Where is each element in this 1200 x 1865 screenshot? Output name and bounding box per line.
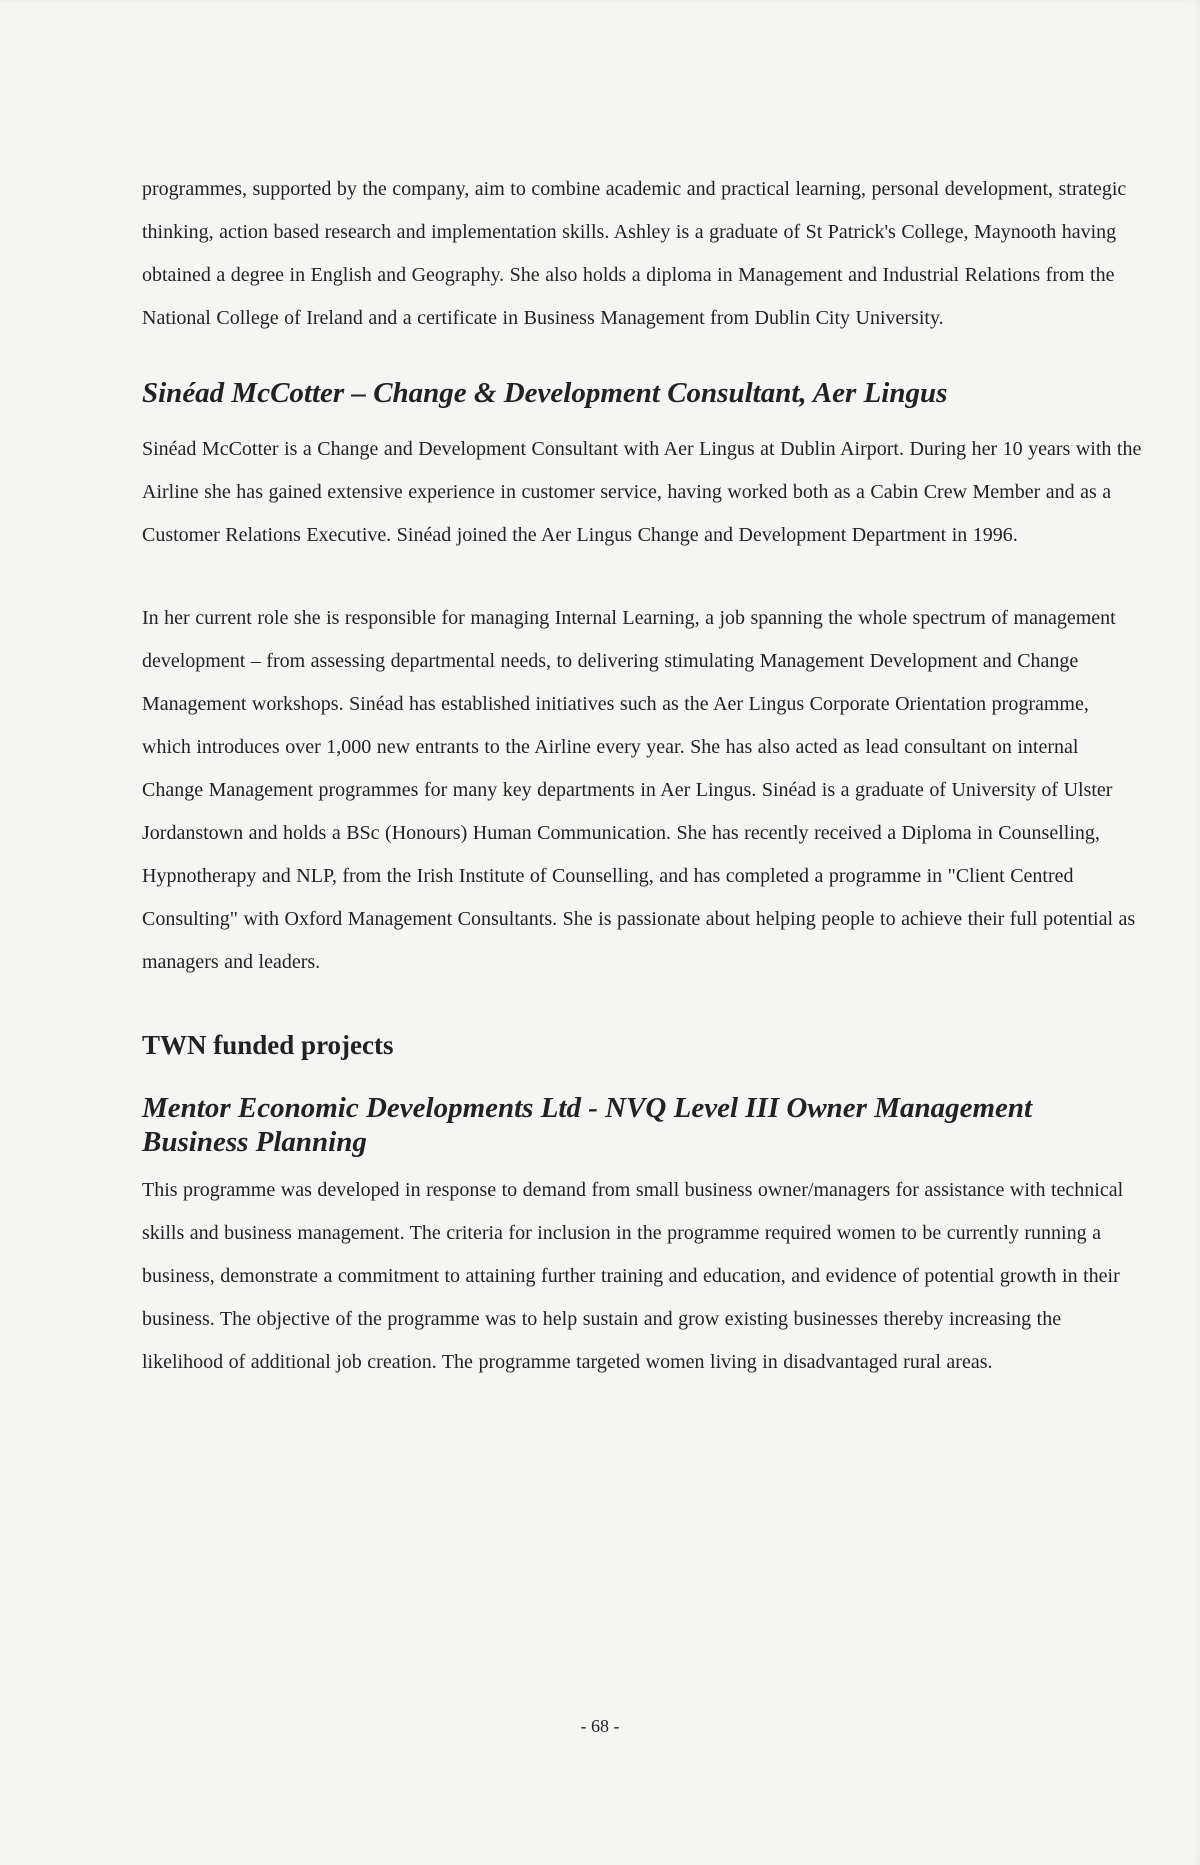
page-number: - 68 - — [580, 1716, 620, 1736]
page-content — [142, 168, 1142, 1384]
intro-paragraph: programmes, supported by the company, aim to combine academic and practical learning, personal development, strategic thinking, action based research and implementation skills. Ashley is a graduate of St Patrick's College, Maynooth having obtained a degree in English and Geography. She also holds a diploma in Management and Industrial Relations from the National College of Ireland and a certificate in Business Management from Dublin City University. — [142, 178, 1127, 329]
mentor-heading: Mentor Economic Developments Ltd - NVQ Level III Owner Management Business Planning — [142, 1092, 1033, 1158]
mccotter-heading: Sinéad McCotter – Change & Development Consultant, Aer Lingus — [142, 377, 948, 409]
mentor-paragraph: This programme was developed in response to demand from small business owner/managers for assistance with technical skills and business management. The criteria for inclusion in the programme required women to be currently running a business, demonstrate a commitment to attaining further training and education, and evidence of potential growth in their business. The objective of the programme was to help sustain and grow existing businesses thereby increasing the likelihood of additional job creation. The programme targeted women living in disadvantaged rural areas. — [142, 1179, 1124, 1373]
twn-projects-heading: TWN funded projects — [142, 1030, 394, 1060]
mccotter-paragraph-1: Sinéad McCotter is a Change and Development Consultant with Aer Lingus at Dublin Airport. During her 10 years with the Airline she has gained extensive experience in customer service, having worked both as a Cabin Crew Member and as a Customer Relations Executive. Sinéad joined the Aer Lingus Change and Development Department in 1996. — [142, 438, 1142, 546]
mccotter-paragraph-2: In her current role she is responsible for managing Internal Learning, a job spanning the whole spectrum of management development – from assessing departmental needs, to delivering stimulating Management Development and Change Management workshops. Sinéad has established initiatives such as the Aer Lingus Corporate Orientation programme, which introduces over 1,000 new entrants to the Airline every year. She has also acted as lead consultant on internal Change Management programmes for many key departments in Aer Lingus. Sinéad is a graduate of University of Ulster Jordanstown and holds a BSc (Honours) Human Communication. She has recently received a Diploma in Counselling, Hypnotherapy and NLP, from the Irish Institute of Counselling, and has completed a programme in "Client Centred Consulting" with Oxford Management Consultants. She is passionate about helping people to achieve their full potential as managers and leaders. — [142, 607, 1136, 973]
